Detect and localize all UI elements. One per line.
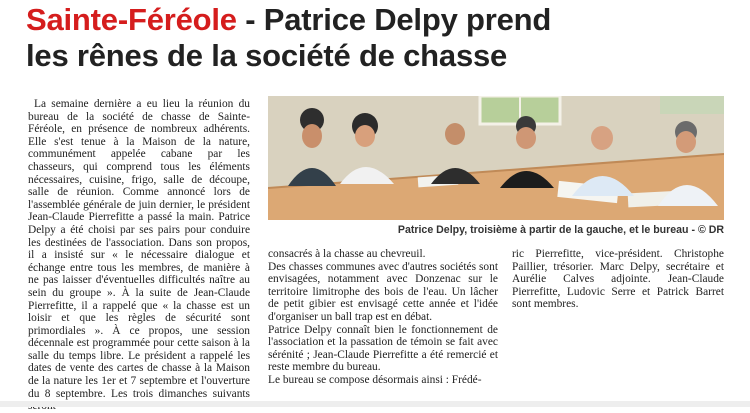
headline-title-part: - Patrice Delpy prend bbox=[236, 2, 552, 37]
photo-caption: Patrice Delpy, troisième à partir de la gauche, et le bureau - © DR bbox=[397, 224, 724, 236]
article-paragraph: La semaine dernière a eu lieu la réunion du bureau de la société de chasse de Sainte-Féréole, en présence de nombreux adhérents. Elle s'est tenue à la Maison de la nature, communément appelée cabane par les chasseurs, qui comprend tous les éléments nécessaires, cuisine, frigo, salle de découpe, salle de réunion. Comme annoncé lors de l'assemblée générale de juin dernier, le président Jean-Claude Pierrefitte a passé la main. Patrice Delpy a été choisi par ses pairs pour conduire les destinées de l'association. Dans son propos, il a insisté sur « le nécessaire dialogue et échange entre tous les membres, de manière à ne pas laisser d'éventuelles difficultés naître au sein du groupe ». À la suite de Jean-Claude Pierrefitte, il a rappelé que « la chasse est un loisir et que les règles de sécurité sont primordiales ». À ce propos, une session décennale est programmée pour cette saison à la salle du temps libre. Le président a rappelé les dates de vente des cartes de chasse à la Maison de la nature les 1er et 7 septembre et l'ouverture du 8 septembre. Les trois dimanches suivants bbox=[28, 98, 250, 400]
article-column-2 bbox=[268, 248, 498, 387]
article-paragraph: ric Pierrefitte, vice-président. Christophe Paillier, trésorier. Marc Delpy, secrétaire et Aurélie Calves adjointe. Jean-Claude Pierrefitte, Ludovic Serre et Patrick Barret sont membres. bbox=[512, 248, 724, 311]
headline-line-1 bbox=[26, 2, 736, 38]
article-column-3 bbox=[512, 248, 724, 311]
group-photo bbox=[268, 96, 724, 220]
page-bottom-divider bbox=[0, 401, 750, 407]
article-paragraph: Patrice Delpy connaît bien le fonctionnement de l'association et la passation de témoin se fait avec sérénité ; Jean-Claude Pierrefitte a été remercié et reste membre du bureau. bbox=[268, 323, 498, 374]
headline-line-2: les rênes de la société de chasse bbox=[26, 38, 508, 73]
headline bbox=[26, 2, 736, 74]
article-paragraph: Le bureau se compose désormais ainsi : Frédé- bbox=[268, 373, 482, 386]
headline-place: Sainte-Féréole bbox=[26, 2, 237, 37]
article-paragraph: Des chasses communes avec d'autres sociétés sont envisagées, notamment avec Donzenac sur le territoire limitrophe des bois de l'eau. Un lâcher de petit gibier est envisagé cette année et l'idée d'organiser un ball trap est en débat. bbox=[268, 260, 498, 323]
article-column-1 bbox=[28, 98, 250, 413]
photo-illustration bbox=[268, 96, 724, 220]
article-paragraph: consacrés à la chasse au chevreuil. bbox=[268, 248, 426, 260]
